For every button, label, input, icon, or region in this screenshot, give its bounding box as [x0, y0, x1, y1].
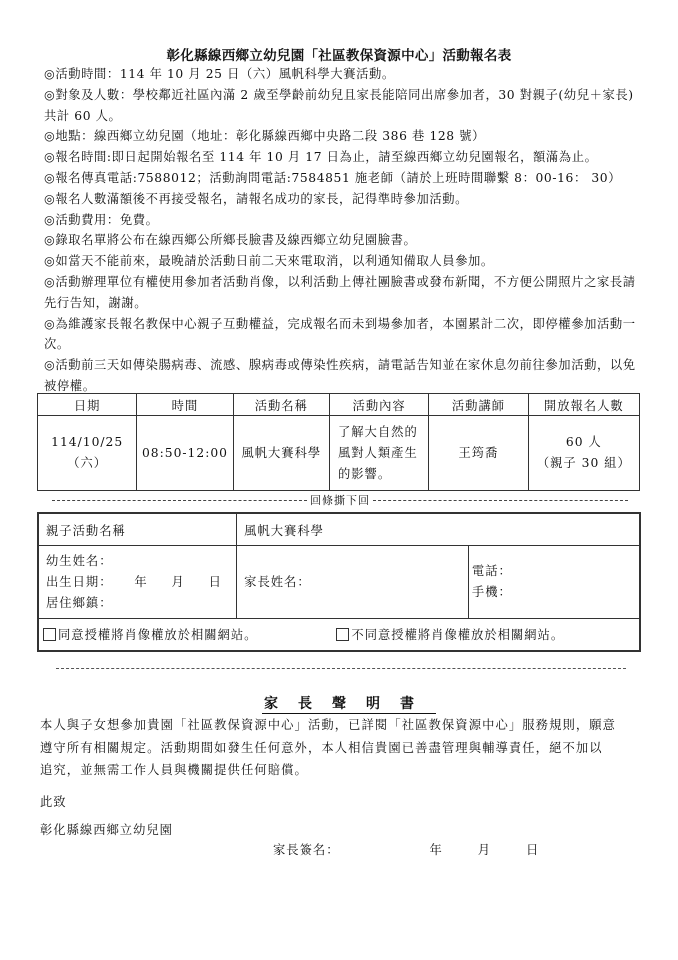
declaration-title-text: 家長聲明書: [264, 696, 434, 712]
notice-item-illness-policy: ◎活動前三天如傳染腸病毒、流感、腺病毒或傳染性疾病，請電話告知並在家休息勿前往參加活動，以免被停權。: [44, 358, 636, 393]
form-title: 彰化縣線西鄉立幼兒園「社區教保資源中心」活動報名表: [166, 48, 512, 64]
activity-table-header-row: [38, 394, 640, 416]
consent-cell: [38, 619, 640, 652]
notice-item-admission-list: ◎錄取名單將公布在線西鄉公所鄉長臉書及線西鄉立幼兒園臉書。: [44, 233, 417, 248]
reply-row-consent: [38, 619, 640, 652]
declaration-title: [0, 693, 678, 713]
cell-time: 08:50-12:00: [137, 416, 233, 491]
signature-row: [273, 840, 569, 858]
notice-item-location: ◎地點：線西鄉立幼兒園（地址：彰化縣線西鄉中央路二段 386 巷 128 號）: [44, 129, 486, 144]
tear-off-line: [52, 492, 628, 508]
dashed-divider: [52, 500, 307, 501]
cell-date: [38, 416, 137, 491]
declaration-line: 遵守所有相關規定。活動期間如發生任何意外，本人相信貴園已善盡管理與輔導責任，絕不加以: [40, 740, 603, 755]
weekday-value: （六）: [67, 456, 108, 470]
notice-item-no-show-policy: ◎為維護家長報名教保中心親子互動權益，完成報名而未到場參加者，本園累計二次，即停權參加活動一次。: [44, 316, 636, 352]
content-line: 的影響。: [337, 466, 392, 481]
notice-item-participants: ◎對象及人數：學校鄰近社區內滿 2 歲至學齡前幼兒且家長能陪同出席參加者，30 對親子(幼兒＋家長)共計 60 人。: [44, 87, 634, 123]
activity-table: [37, 393, 640, 491]
tear-off-label: 回條撕下回: [310, 494, 370, 507]
cell-activity-content: [329, 416, 428, 491]
capacity-groups: （親子 30 組）: [536, 456, 631, 470]
child-name-field[interactable]: 幼生姓名：: [46, 553, 113, 568]
consent-disagree-label: 不同意授權將肖像權放於相關網站。: [351, 628, 565, 643]
notice-item-cancellation: ◎如當天不能前來，最晚請於活動日前二天來電取消，以利通知備取人員參加。: [44, 254, 494, 269]
signature-date[interactable]: [430, 840, 570, 858]
header-activity-content: 活動內容: [329, 394, 428, 416]
declaration-line: 本人與子女想參加貴園「社區教保資源中心」活動，已詳閱「社區教保資源中心」服務規則，願意: [40, 718, 617, 732]
signature-month-unit: 月: [477, 843, 492, 857]
header-instructor: 活動講師: [429, 394, 528, 416]
parent-signature-field[interactable]: 家長簽名：: [273, 843, 340, 857]
notice-item-portrait-rights: ◎活動辦理單位有權使用參加者活動肖像，以利活動上傳社團臉書或發布新聞，不方便公開照片之家長請先行告知，謝謝。: [44, 274, 636, 310]
consent-agree-label: 同意授權將肖像權放於相關網站。: [58, 628, 258, 643]
salutation: 此致: [40, 795, 67, 809]
phone-field[interactable]: 電話：: [471, 564, 512, 578]
header-time: 時間: [137, 394, 233, 416]
content-line: 了解大自然的: [337, 424, 418, 439]
date-value: 114/10/25: [51, 435, 124, 449]
parent-name-field[interactable]: 家長姓名：: [237, 546, 469, 619]
header-date: 日期: [38, 394, 137, 416]
reply-slip-form: [37, 512, 641, 652]
activity-name-label: 親子活動名稱: [38, 513, 237, 546]
consent-agree-option[interactable]: [43, 625, 257, 643]
birth-date-field[interactable]: [46, 572, 229, 593]
declaration-line: 追究，並無需工作人員與機關提供任何賠償。: [40, 763, 308, 777]
header-capacity: 開放報名人數: [528, 394, 639, 416]
table-row: [38, 416, 640, 491]
consent-agree-checkbox[interactable]: [43, 628, 56, 641]
cell-activity-name: 風帆大賽科學: [233, 416, 329, 491]
recipient-organization: 彰化縣線西鄉立幼兒園: [40, 823, 173, 837]
consent-disagree-checkbox[interactable]: [336, 628, 349, 641]
birth-year-unit: 年: [134, 574, 148, 589]
notice-item-registration-period: ◎報名時間:即日起開始報名至 114 年 10 月 17 日為止，請至線西鄉立幼兒園報名，額滿為止。: [44, 150, 598, 165]
dashed-divider: [373, 500, 628, 501]
residence-field[interactable]: 居住鄉鎮：: [46, 595, 113, 610]
section-divider: [56, 668, 626, 669]
declaration-body: [40, 714, 644, 782]
notice-list: [44, 64, 644, 397]
header-activity-name: 活動名稱: [233, 394, 329, 416]
notice-item-full-capacity: ◎報名人數滿額後不再接受報名，請報名成功的家長，記得準時參加活動。: [44, 191, 469, 206]
activity-name-value: 風帆大賽科學: [237, 513, 640, 546]
birth-day-unit: 日: [208, 574, 222, 589]
notice-item-contact-phone: ◎報名傳真電話:7588012；活動詢問電話:7584851 施老師（請於上班時間聯繫 8：00-16： 30）: [44, 170, 622, 185]
cell-capacity: [528, 416, 639, 491]
mobile-field[interactable]: 手機：: [471, 585, 512, 599]
signature-year-unit: 年: [429, 843, 443, 857]
contact-cell[interactable]: [468, 546, 640, 619]
content-line: 風對人類產生: [337, 445, 418, 460]
birth-month-unit: 月: [171, 574, 185, 589]
birth-date-label: 出生日期：: [46, 574, 113, 589]
signature-day-unit: 日: [525, 843, 540, 857]
cell-instructor: 王筠喬: [429, 416, 528, 491]
reply-row-details: [38, 546, 640, 619]
notice-item-fee: ◎活動費用：免費。: [44, 212, 159, 227]
consent-disagree-option[interactable]: [336, 625, 564, 643]
reply-row-activity: [38, 513, 640, 546]
child-info-cell[interactable]: [38, 546, 237, 619]
notice-item-time: ◎活動時間：114 年 10 月 25 日（六）風帆科學大賽活動。: [44, 67, 395, 81]
capacity-people: 60 人: [565, 435, 602, 449]
